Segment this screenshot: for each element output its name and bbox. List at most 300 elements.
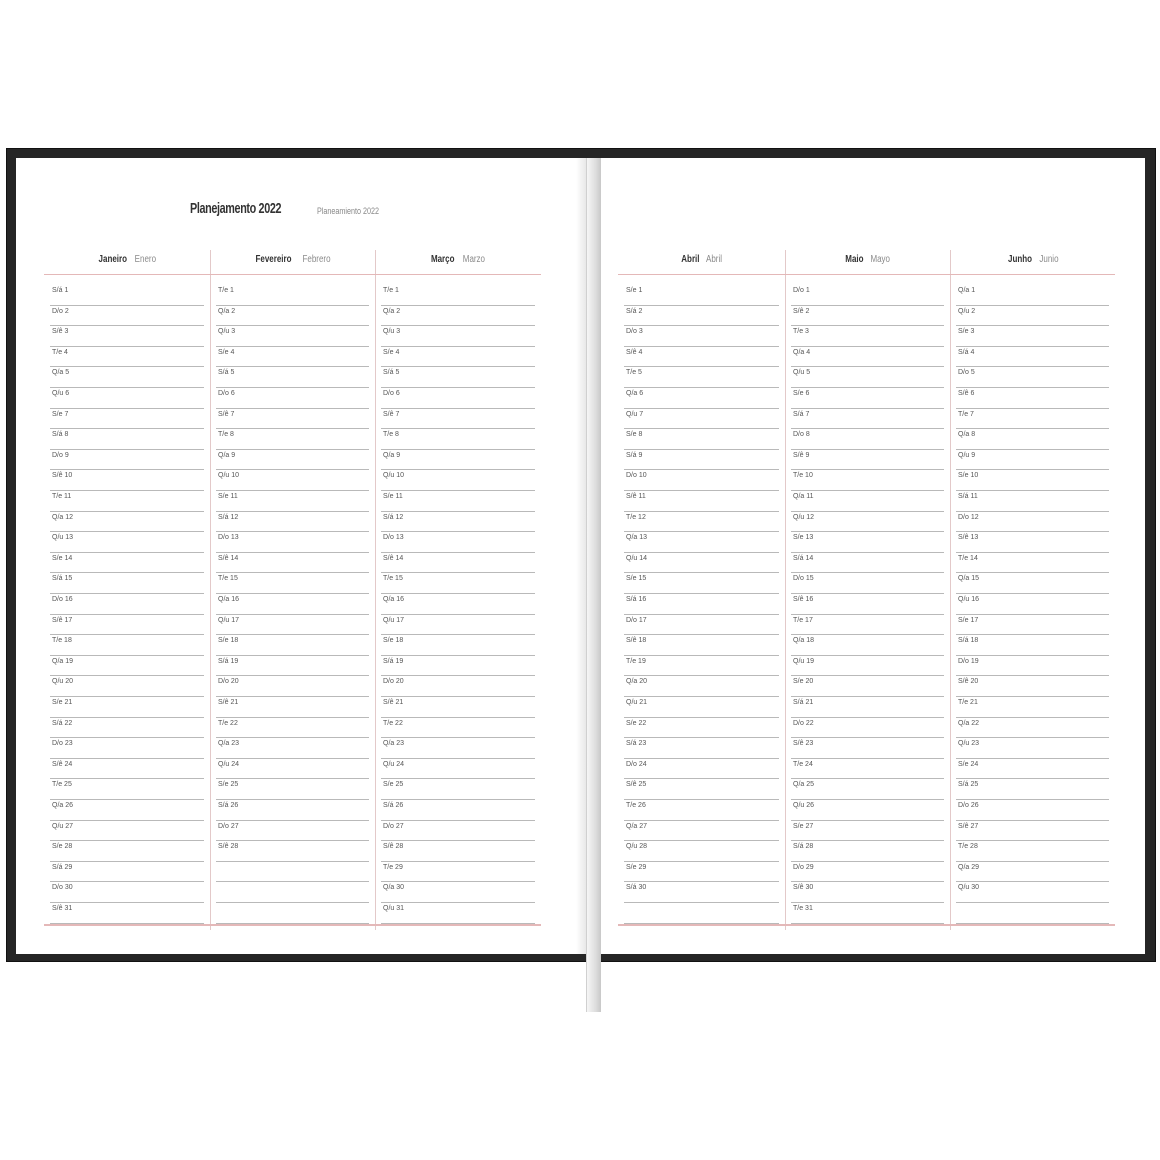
day-line[interactable]: [624, 408, 779, 430]
day-label: S/e 4: [383, 348, 400, 356]
day-line[interactable]: [624, 511, 779, 533]
day-label: S/ê 7: [218, 410, 235, 418]
day-line[interactable]: [381, 634, 535, 656]
day-line[interactable]: [624, 717, 779, 739]
day-line[interactable]: [50, 366, 204, 388]
day-label: Q/a 4: [793, 348, 811, 356]
day-line[interactable]: [216, 717, 369, 739]
day-line[interactable]: [216, 614, 369, 636]
day-label: D/o 20: [383, 678, 404, 686]
day-line[interactable]: [216, 675, 369, 697]
day-line[interactable]: [956, 408, 1109, 430]
day-label: Q/a 12: [52, 513, 74, 521]
day-line[interactable]: [624, 820, 779, 842]
day-line[interactable]: [956, 387, 1109, 409]
month-column: [210, 250, 375, 930]
day-line[interactable]: [956, 346, 1109, 368]
day-line[interactable]: [50, 614, 204, 636]
day-line[interactable]: [50, 511, 204, 533]
day-line[interactable]: [216, 655, 369, 677]
day-line[interactable]: [624, 305, 779, 327]
month-name-es: Mayo: [870, 254, 890, 265]
day-line[interactable]: [624, 840, 779, 862]
day-line[interactable]: [381, 428, 535, 450]
day-label: D/o 9: [52, 451, 69, 459]
month-header: [785, 254, 950, 265]
day-line[interactable]: [50, 325, 204, 347]
day-line[interactable]: [624, 284, 779, 306]
day-label: D/o 27: [383, 822, 404, 830]
day-line[interactable]: [956, 778, 1109, 800]
day-label: Q/u 5: [793, 369, 811, 377]
month-header: [950, 254, 1115, 265]
day-line[interactable]: [50, 449, 204, 471]
day-label: Q/a 5: [52, 369, 70, 377]
day-line[interactable]: [791, 408, 944, 430]
day-line[interactable]: [216, 634, 369, 656]
day-label: S/ê 3: [52, 328, 69, 336]
day-label: S/á 11: [958, 493, 978, 500]
day-line[interactable]: [791, 531, 944, 553]
day-label: S/ê 14: [218, 554, 239, 562]
day-line[interactable]: [216, 449, 369, 471]
day-label: Q/a 26: [52, 802, 74, 809]
day-line[interactable]: [381, 820, 535, 842]
day-label: D/o 23: [52, 740, 73, 748]
day-line[interactable]: [956, 593, 1109, 615]
day-label: D/o 8: [793, 431, 810, 439]
day-line[interactable]: [956, 614, 1109, 636]
day-label: S/ê 7: [383, 410, 400, 418]
day-line[interactable]: [381, 799, 535, 821]
day-line[interactable]: [50, 552, 204, 574]
day-line[interactable]: [381, 552, 535, 574]
day-label: S/e 15: [626, 575, 647, 583]
day-line[interactable]: [381, 325, 535, 347]
day-line[interactable]: [791, 696, 944, 718]
day-label: D/o 26: [958, 802, 979, 809]
day-line[interactable]: [216, 820, 369, 842]
month-header-rule: [618, 274, 785, 275]
day-label: S/ê 11: [626, 493, 646, 500]
day-line[interactable]: [50, 758, 204, 780]
day-line[interactable]: [624, 366, 779, 388]
day-label: D/o 19: [958, 657, 979, 665]
day-label: Q/u 3: [383, 328, 401, 336]
day-line[interactable]: [791, 552, 944, 574]
day-label: S/e 21: [52, 699, 73, 706]
day-line[interactable]: [791, 511, 944, 533]
day-label: D/o 27: [218, 822, 239, 830]
day-line[interactable]: [50, 717, 204, 739]
day-line[interactable]: [956, 284, 1109, 306]
day-line[interactable]: [50, 778, 204, 800]
day-line[interactable]: [956, 531, 1109, 553]
day-line[interactable]: [956, 511, 1109, 533]
day-line[interactable]: [216, 469, 369, 491]
day-label: Q/u 2: [958, 307, 976, 315]
day-label: T/e 5: [626, 369, 642, 377]
day-line[interactable]: [50, 675, 204, 697]
day-line[interactable]: [216, 408, 369, 430]
day-label: S/á 25: [958, 781, 979, 789]
day-line[interactable]: [381, 717, 535, 739]
day-line[interactable]: [791, 758, 944, 780]
day-line[interactable]: [791, 284, 944, 306]
day-label: S/ê 28: [218, 843, 239, 851]
day-line[interactable]: [956, 758, 1109, 780]
day-line[interactable]: [381, 840, 535, 862]
day-label: Q/a 22: [958, 719, 980, 727]
day-line[interactable]: [791, 449, 944, 471]
day-line[interactable]: [50, 572, 204, 594]
day-label: Q/u 16: [958, 596, 980, 603]
day-line[interactable]: [791, 840, 944, 862]
day-line[interactable]: [381, 758, 535, 780]
day-line[interactable]: [791, 861, 944, 883]
day-label: S/e 7: [52, 410, 69, 418]
day-line[interactable]: [50, 881, 204, 903]
day-label: S/á 19: [218, 657, 239, 665]
month-header: [375, 254, 541, 265]
day-label: Q/u 30: [958, 884, 980, 892]
day-line[interactable]: [956, 675, 1109, 697]
day-line[interactable]: [791, 428, 944, 450]
day-line[interactable]: [956, 799, 1109, 821]
day-line[interactable]: [216, 325, 369, 347]
day-label: S/e 11: [218, 493, 238, 500]
day-line[interactable]: [791, 881, 944, 903]
day-line[interactable]: [624, 675, 779, 697]
day-line[interactable]: [624, 634, 779, 656]
day-line[interactable]: [216, 366, 369, 388]
day-line[interactable]: [381, 675, 535, 697]
day-line[interactable]: [624, 469, 779, 491]
day-line[interactable]: [624, 428, 779, 450]
day-label: S/á 16: [626, 596, 647, 603]
day-label: Q/a 1: [958, 287, 976, 294]
day-label: Q/u 21: [626, 699, 648, 706]
day-line[interactable]: [50, 737, 204, 759]
day-label: T/e 22: [218, 719, 238, 727]
day-label: Q/a 11: [793, 493, 814, 500]
day-line[interactable]: [791, 614, 944, 636]
month-name-es: Abril: [705, 254, 722, 265]
day-line[interactable]: [791, 469, 944, 491]
day-label: Q/a 13: [626, 534, 648, 542]
month-column: [785, 250, 950, 930]
day-line[interactable]: [50, 346, 204, 368]
day-line[interactable]: [216, 490, 369, 512]
day-label: S/á 21: [793, 699, 814, 706]
day-label: S/á 14: [793, 554, 814, 562]
day-line[interactable]: [216, 593, 369, 615]
day-line[interactable]: [956, 820, 1109, 842]
day-line[interactable]: [956, 366, 1109, 388]
day-line[interactable]: [381, 861, 535, 883]
day-line[interactable]: [216, 696, 369, 718]
day-line[interactable]: [381, 696, 535, 718]
day-label: S/ê 21: [383, 699, 404, 706]
day-line[interactable]: [791, 593, 944, 615]
day-line[interactable]: [956, 449, 1109, 471]
day-line[interactable]: [956, 469, 1109, 491]
month-name-es: Junio: [1038, 254, 1059, 265]
day-label: T/e 22: [383, 719, 403, 727]
day-line[interactable]: [624, 572, 779, 594]
month-name-pt: Janeiro: [98, 254, 127, 265]
month-name-pt: Março: [431, 254, 455, 265]
day-label: T/e 21: [958, 699, 978, 706]
day-label: S/ê 9: [793, 451, 810, 459]
day-line[interactable]: [381, 737, 535, 759]
day-line[interactable]: [956, 840, 1109, 862]
day-label: S/á 18: [958, 637, 979, 645]
day-line[interactable]: [624, 696, 779, 718]
day-line[interactable]: [50, 840, 204, 862]
day-label: Q/a 16: [383, 596, 405, 603]
day-line[interactable]: [50, 696, 204, 718]
day-line[interactable]: [624, 531, 779, 553]
month-header: [44, 254, 210, 265]
day-line[interactable]: [956, 325, 1109, 347]
day-label: Q/u 10: [218, 472, 240, 480]
day-line[interactable]: [381, 346, 535, 368]
day-label: S/ê 10: [52, 472, 73, 480]
day-label: D/o 29: [793, 863, 814, 871]
day-line[interactable]: [956, 655, 1109, 677]
day-line[interactable]: [956, 737, 1109, 759]
day-label: S/ê 28: [383, 843, 404, 851]
day-line[interactable]: [791, 902, 944, 924]
day-label: S/e 20: [793, 678, 814, 686]
day-line[interactable]: [791, 346, 944, 368]
day-label: Q/a 18: [793, 637, 815, 645]
day-line[interactable]: [624, 325, 779, 347]
day-line[interactable]: [216, 840, 369, 862]
day-line[interactable]: [791, 325, 944, 347]
day-label: S/ê 20: [958, 678, 979, 686]
day-line[interactable]: [791, 490, 944, 512]
day-line[interactable]: [50, 469, 204, 491]
day-line[interactable]: [381, 511, 535, 533]
day-label: S/á 28: [793, 843, 814, 851]
day-line[interactable]: [50, 284, 204, 306]
day-label: S/e 27: [793, 822, 814, 830]
day-line[interactable]: [624, 902, 779, 924]
day-line[interactable]: [381, 572, 535, 594]
day-label: S/ê 4: [626, 348, 643, 356]
day-line[interactable]: [216, 572, 369, 594]
day-label: Q/u 19: [793, 657, 815, 665]
day-label: D/o 20: [218, 678, 239, 686]
day-line[interactable]: [624, 778, 779, 800]
day-line[interactable]: [624, 593, 779, 615]
day-line[interactable]: [216, 346, 369, 368]
day-line[interactable]: [216, 737, 369, 759]
day-line[interactable]: [50, 490, 204, 512]
day-label: D/o 5: [958, 369, 975, 377]
day-line[interactable]: [791, 655, 944, 677]
day-line[interactable]: [381, 778, 535, 800]
day-label: S/á 9: [626, 451, 643, 459]
day-line[interactable]: [50, 655, 204, 677]
day-line[interactable]: [216, 778, 369, 800]
day-line[interactable]: [956, 490, 1109, 512]
day-label: S/ê 21: [218, 699, 239, 706]
day-label: Q/u 13: [52, 534, 74, 542]
day-label: T/e 31: [793, 905, 813, 912]
month-header-rule: [375, 274, 541, 275]
day-line[interactable]: [624, 387, 779, 409]
day-line[interactable]: [956, 861, 1109, 883]
day-line[interactable]: [50, 428, 204, 450]
month-name-pt: Abril: [681, 254, 700, 265]
day-line[interactable]: [791, 387, 944, 409]
day-line[interactable]: [50, 387, 204, 409]
day-line[interactable]: [624, 614, 779, 636]
day-line[interactable]: [216, 511, 369, 533]
day-line[interactable]: [216, 799, 369, 821]
day-line[interactable]: [50, 593, 204, 615]
day-line[interactable]: [956, 881, 1109, 903]
day-label: S/e 1: [626, 287, 643, 294]
day-label: S/ê 23: [793, 740, 814, 748]
day-label: S/ê 6: [958, 390, 975, 397]
day-line[interactable]: [50, 408, 204, 430]
day-line[interactable]: [216, 387, 369, 409]
day-line[interactable]: [216, 305, 369, 327]
day-line[interactable]: [624, 346, 779, 368]
day-label: Q/a 2: [218, 307, 236, 315]
day-line[interactable]: [381, 531, 535, 553]
day-line[interactable]: [50, 634, 204, 656]
day-line[interactable]: [381, 366, 535, 388]
day-line[interactable]: [624, 655, 779, 677]
day-line[interactable]: [381, 490, 535, 512]
day-label: S/á 23: [626, 740, 647, 748]
day-label: S/ê 24: [52, 760, 73, 768]
day-line[interactable]: [791, 737, 944, 759]
day-line[interactable]: [624, 881, 779, 903]
page-subtitle: Planeamiento 2022: [317, 206, 380, 216]
day-line[interactable]: [381, 881, 535, 903]
day-line[interactable]: [956, 634, 1109, 656]
day-line[interactable]: [791, 366, 944, 388]
day-label: D/o 12: [958, 513, 979, 521]
day-label: Q/a 15: [958, 575, 980, 583]
day-line[interactable]: [956, 696, 1109, 718]
day-line[interactable]: [956, 717, 1109, 739]
day-line[interactable]: [624, 737, 779, 759]
planner-title-block: [190, 200, 380, 218]
day-line[interactable]: [956, 305, 1109, 327]
day-line[interactable]: [381, 902, 535, 924]
day-line[interactable]: [50, 902, 204, 924]
day-label: Q/u 24: [383, 760, 405, 768]
day-label: S/ê 13: [958, 534, 979, 542]
day-label: T/e 14: [958, 554, 978, 562]
day-label: Q/a 23: [218, 740, 240, 748]
day-line[interactable]: [216, 428, 369, 450]
day-label: Q/a 8: [958, 431, 976, 439]
day-line[interactable]: [791, 572, 944, 594]
day-label: S/á 15: [52, 575, 73, 583]
day-label: Q/a 19: [52, 657, 74, 665]
day-line[interactable]: [381, 614, 535, 636]
day-line[interactable]: [50, 799, 204, 821]
day-line[interactable]: [50, 531, 204, 553]
day-label: D/o 2: [52, 307, 69, 315]
day-line[interactable]: [791, 778, 944, 800]
day-line[interactable]: [50, 305, 204, 327]
month-name-es: Enero: [135, 254, 157, 265]
day-line[interactable]: [624, 758, 779, 780]
day-line[interactable]: [216, 902, 369, 924]
day-label: S/e 25: [383, 781, 404, 789]
day-line[interactable]: [381, 449, 535, 471]
day-label: S/ê 16: [793, 596, 814, 603]
day-line[interactable]: [624, 449, 779, 471]
day-label: Q/a 25: [793, 781, 815, 789]
day-line[interactable]: [791, 675, 944, 697]
day-line[interactable]: [956, 428, 1109, 450]
day-label: S/e 8: [626, 431, 643, 439]
day-line[interactable]: [956, 902, 1109, 924]
day-line[interactable]: [791, 820, 944, 842]
day-line[interactable]: [216, 552, 369, 574]
day-line[interactable]: [624, 552, 779, 574]
page-title: Planejamento 2022: [190, 200, 282, 217]
day-line[interactable]: [381, 469, 535, 491]
day-line[interactable]: [956, 572, 1109, 594]
day-line[interactable]: [381, 593, 535, 615]
month-name-es: Febrero: [302, 254, 331, 265]
day-label: S/ê 30: [793, 884, 814, 892]
day-label: Q/a 29: [958, 863, 980, 871]
day-line[interactable]: [381, 305, 535, 327]
day-label: T/e 18: [52, 637, 72, 645]
day-line[interactable]: [791, 799, 944, 821]
day-label: D/o 13: [218, 534, 239, 542]
day-label: S/e 18: [218, 637, 239, 645]
day-line[interactable]: [624, 861, 779, 883]
day-label: T/e 15: [218, 575, 238, 583]
day-line[interactable]: [216, 758, 369, 780]
day-line[interactable]: [791, 634, 944, 656]
day-line[interactable]: [50, 820, 204, 842]
day-line[interactable]: [381, 284, 535, 306]
day-line[interactable]: [216, 861, 369, 883]
day-line[interactable]: [216, 531, 369, 553]
day-line[interactable]: [216, 881, 369, 903]
day-line[interactable]: [624, 490, 779, 512]
day-line[interactable]: [381, 655, 535, 677]
day-line[interactable]: [381, 387, 535, 409]
day-line[interactable]: [216, 284, 369, 306]
day-label: T/e 1: [218, 287, 234, 294]
day-line[interactable]: [791, 305, 944, 327]
day-line[interactable]: [381, 408, 535, 430]
day-label: Q/u 6: [52, 390, 70, 397]
day-line[interactable]: [956, 552, 1109, 574]
day-label: S/á 19: [383, 657, 404, 665]
day-line[interactable]: [50, 861, 204, 883]
day-line[interactable]: [624, 799, 779, 821]
day-line[interactable]: [791, 717, 944, 739]
day-label: T/e 25: [52, 781, 72, 789]
month-header: [618, 254, 785, 265]
